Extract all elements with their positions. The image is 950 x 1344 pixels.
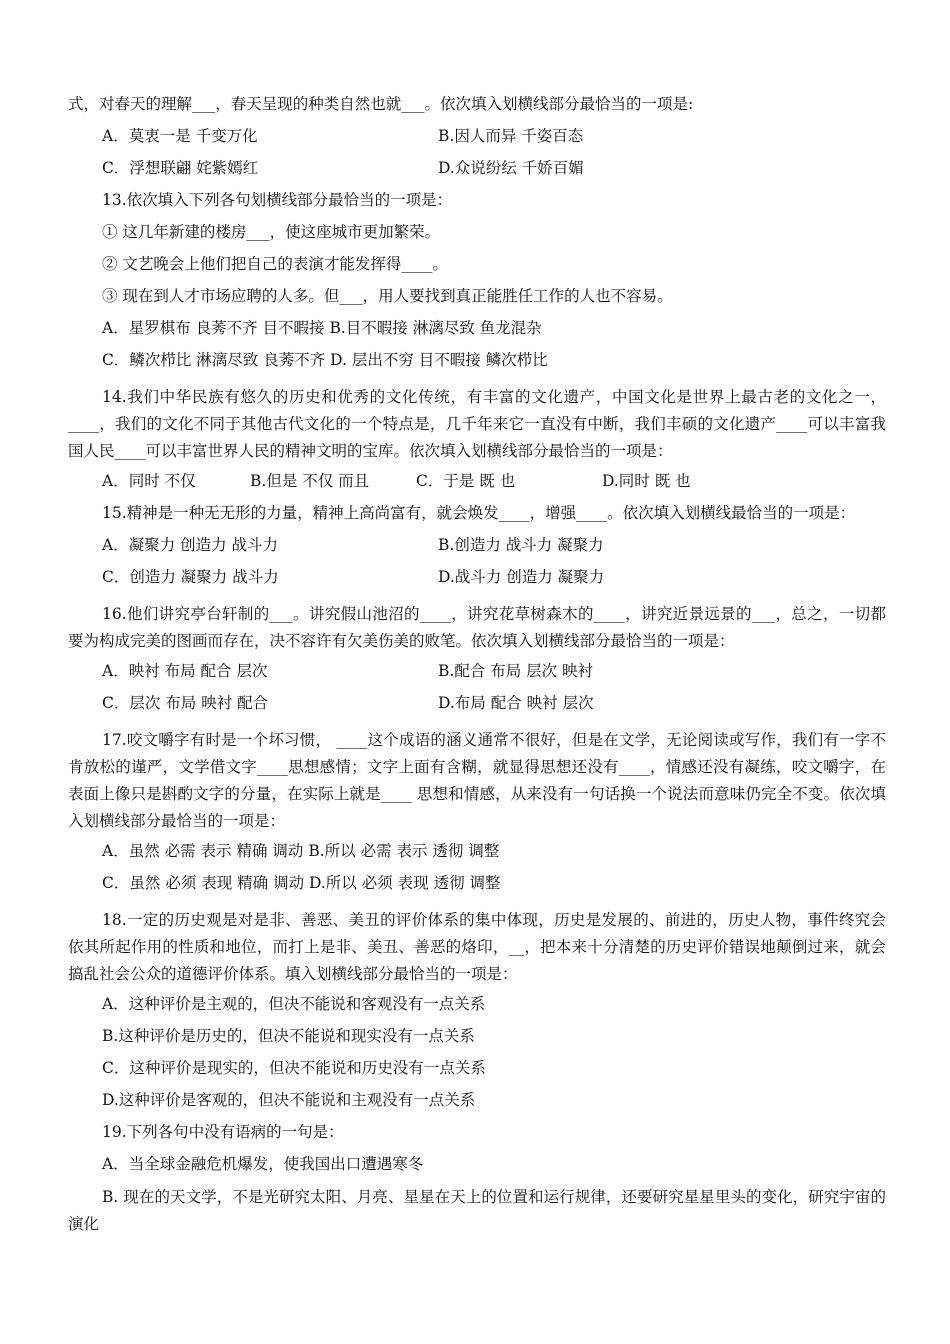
- q15-option-d: D.战斗力 创造力 凝聚力: [438, 568, 605, 586]
- q18-option-d: D.这种评价是客观的，但决不能说和主观没有一点关系: [102, 1091, 476, 1109]
- q17-options-row-1: A．虽然 必需 表示 精确 调动 B.所以 必需 表示 透彻 调整: [102, 842, 500, 860]
- q12-option-c: C．浮想联翩 姹紫嫣红: [102, 159, 259, 177]
- q16-option-b: B.配合 布局 层次 映衬: [438, 662, 594, 680]
- q13-sentence-3: ③ 现在到人才市场应聘的人多。但___，用人要找到真正能胜任工作的人也不容易。: [102, 287, 673, 305]
- q13-sentence-1: ① 这几年新建的楼房___，使这座城市更加繁荣。: [102, 223, 441, 241]
- q18-option-b: B.这种评价是历史的，但决不能说和现实没有一点关系: [102, 1027, 475, 1045]
- q17-stem: 17.咬文嚼字有时是一个坏习惯， ____这个成语的涵义通常不很好，但是在文学，无论阅读或写作，我们有一字不肯放松的谨严，文学借文字____思想感情；文字上面有含糊，就显得思想还没有____，情感还没有凝练，咬文嚼字，在表面上像只是斟酌文字的分量，在实际上就是____ 思想和情感，从来没有一句话换一个说法而意味仍完全不变。依次填入划横线部分最恰当的一项是：: [68, 731, 886, 830]
- q16-options-row-1: [68, 655, 886, 687]
- q14-option-a: A．同时 不仅: [102, 472, 196, 490]
- q12-stem-tail: 式，对春天的理解___，春天呈现的种类自然也就___。依次填入划横线部分最恰当的一项是:: [68, 95, 694, 113]
- q14-option-d: D.同时 既 也: [602, 472, 691, 490]
- q16-option-a: A．映衬 布局 配合 层次: [102, 662, 268, 680]
- q15-options-row-2: [68, 561, 886, 593]
- q14-option-c: C．于是 既 也: [416, 472, 516, 490]
- q12-options-row-2: [68, 152, 886, 184]
- q13-options-row-1: A．星罗棋布 良莠不齐 目不暇接 B.目不暇接 淋漓尽致 鱼龙混杂: [102, 319, 542, 337]
- q13-sentence-2: ② 文艺晚会上他们把自己的表演才能发挥得____。: [102, 255, 448, 273]
- q12-options-row-1: [68, 120, 886, 152]
- q16-option-c: C．层次 布局 映衬 配合: [102, 694, 269, 712]
- q15-option-b: B.创造力 战斗力 凝聚力: [438, 536, 604, 554]
- q14-option-b: B.但是 不仅 而且: [250, 472, 370, 490]
- q15-stem: 15.精神是一种无无形的力量，精神上高尚富有，就会焕发____，增强____。依次填入划横线最恰当的一项是：: [102, 504, 856, 522]
- q14-options: [68, 465, 886, 497]
- q19-option-a: A．当全球金融危机爆发，使我国出口遭遇寒冬: [102, 1155, 424, 1173]
- q12-option-b: B.因人而异 千姿百态: [438, 127, 584, 145]
- q16-stem: 16.他们讲究亭台轩制的___。讲究假山池沼的____，讲究花草树森木的____，讲究近景远景的___，总之，一切都要为构成完美的图画而存在，决不容许有欠美伤美的败笔。依次填入划横线部分最恰当的一项是：: [68, 605, 886, 650]
- q12-option-a: A．莫衷一是 千变万化: [102, 127, 258, 145]
- q13-options-row-2: C．鳞次栉比 淋漓尽致 良莠不齐 D. 层出不穷 目不暇接 鳞次栉比: [102, 351, 548, 369]
- q16-option-d: D.布局 配合 映衬 层次: [438, 694, 594, 712]
- document-page: [68, 88, 886, 1238]
- q15-option-a: A．凝聚力 创造力 战斗力: [102, 536, 279, 554]
- q17-options-row-2: C．虽然 必须 表现 精确 调动 D.所以 必须 表现 透彻 调整: [102, 874, 501, 892]
- q15-options-row-1: [68, 529, 886, 561]
- q16-options-row-2: [68, 687, 886, 719]
- q15-option-c: C．创造力 凝聚力 战斗力: [102, 568, 279, 586]
- q14-stem: 14.我们中华民族有悠久的历史和优秀的文化传统，有丰富的文化遗产，中国文化是世界上最古老的文化之一，____，我们的文化不同于其他古代文化的一个特点是，几千年来它一直没有中断，我们丰硕的文化遗产____可以丰富我国人民____可以丰富世界人民的精神文明的宝库。依次填入划横线部分最恰当的一项是：: [68, 388, 886, 460]
- q18-option-c: C．这种评价是现实的，但决不能说和历史没有一点关系: [102, 1059, 486, 1077]
- q13-stem: 13.依次填入下列各句划横线部分最恰当的一项是：: [102, 191, 453, 209]
- q19-option-b: B. 现在的天文学，不是光研究太阳、月亮、星星在天上的位置和运行规律，还要研究星星里头的变化，研究宇宙的演化: [68, 1188, 886, 1233]
- q18-stem: 18.一定的历史观是对是非、善恶、美丑的评价体系的集中体现，历史是发展的、前进的，历史人物，事件终究会依其所起作用的性质和地位，而打上是非、美丑、善恶的烙印，__，把本来十分清楚的历史评价错误地颠倒过来，就会搞乱社会公众的道德评价体系。填入划横线部分最恰当的一项是：: [68, 911, 886, 983]
- q12-option-d: D.众说纷纭 千娇百媚: [438, 159, 584, 177]
- q19-stem: 19.下列各句中没有语病的一句是：: [102, 1123, 344, 1141]
- q18-option-a: A．这种评价是主观的，但决不能说和客观没有一点关系: [102, 995, 486, 1013]
